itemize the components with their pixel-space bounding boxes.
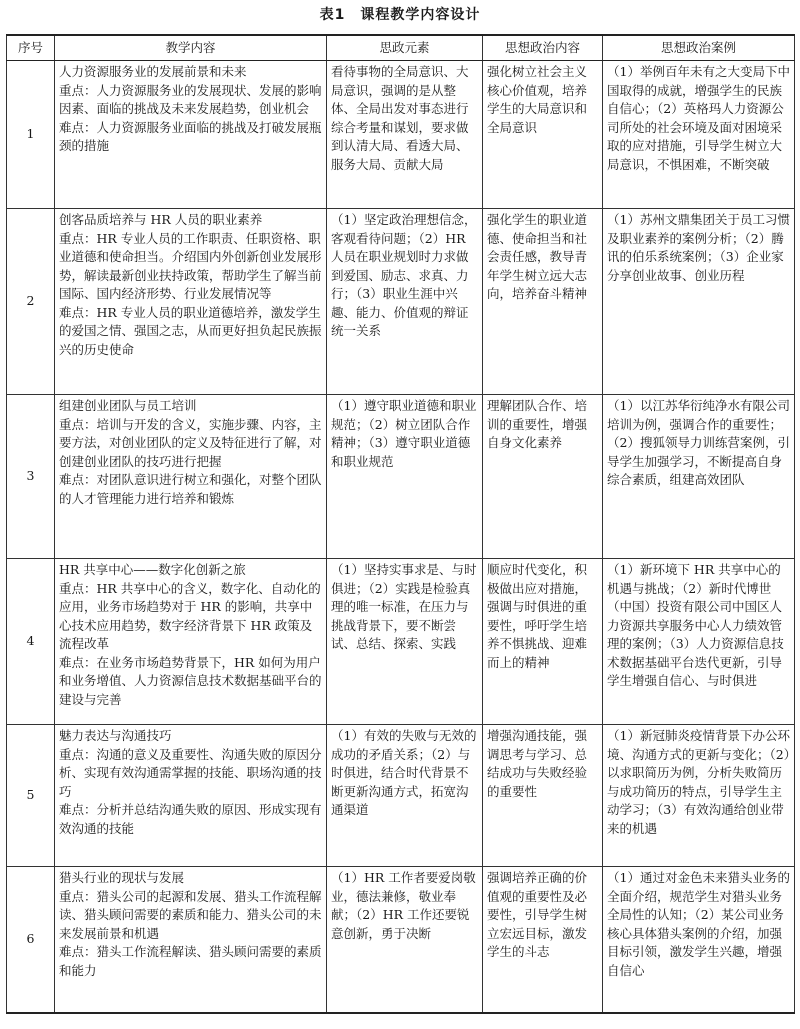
content-difficulties: 难点：在业务市场趋势背景下，HR 如何为用户和业务增值、人力资源信息技术数据基础平台的建设与完善 bbox=[59, 654, 322, 707]
teaching-content-cell bbox=[55, 395, 327, 559]
ideology-element-cell: （1）有效的失败与无效的成功的矛盾关系；（2）与时俱进，结合时代背景不断更新沟通方式，拓宽沟通渠道 bbox=[327, 725, 483, 867]
ideology-content-cell: 理解团队合作、培训的重要性，增强自身文化素养 bbox=[483, 395, 603, 559]
ideology-content-cell: 增强沟通技能，强调思考与学习、总结成功与失败经验的重要性 bbox=[483, 725, 603, 867]
ideology-case-cell: （1）举例百年未有之大变局下中国取得的成就，增强学生的民族自信心；（2）英格玛人力资源公司所处的社会环境及面对困境采取的应对措施，引导学生树立大局意识，不惧困难，不断突破 bbox=[603, 61, 795, 209]
teaching-content-cell bbox=[55, 867, 327, 1013]
teaching-content-cell bbox=[55, 559, 327, 725]
header-ideology-elements: 思政元素 bbox=[327, 35, 483, 61]
content-difficulties: 难点：对团队意识进行树立和强化，对整个团队的人才管理能力进行培养和锻炼 bbox=[59, 472, 322, 506]
content-key-points: 重点：人力资源服务业的发展现状、发展的影响因素、面临的挑战及未来发展趋势，创业机会 bbox=[59, 82, 322, 116]
table-row bbox=[7, 725, 795, 867]
ideology-case-cell: （1）以江苏华衍纯净水有限公司培训为例，强调合作的重要性；（2）搜狐领导力训练营案例，引导学生加强学习，不断提高自身综合素质，组建高效团队 bbox=[603, 395, 795, 559]
content-difficulties: 难点：HR 专业人员的职业道德培养，激发学生的爱国之情、强国之志，从而更好担负起民族振兴的历史使命 bbox=[59, 304, 322, 357]
header-teaching-content: 教学内容 bbox=[55, 35, 327, 61]
content-title: 魅力表达与沟通技巧 bbox=[59, 728, 172, 743]
content-key-points: 重点：猎头公司的起源和发展、猎头工作流程解读、猎头顾问需要的素质和能力、猎头公司的未来发展前景和机遇 bbox=[59, 888, 322, 941]
content-title: HR 共享中心——数字化创新之旅 bbox=[59, 562, 246, 577]
row-index: 4 bbox=[7, 559, 55, 725]
header-index: 序号 bbox=[7, 35, 55, 61]
table-row bbox=[7, 559, 795, 725]
ideology-content-cell: 强调培养正确的价值观的重要性及必要性，引导学生树立宏远目标，激发学生的斗志 bbox=[483, 867, 603, 1013]
table-row bbox=[7, 867, 795, 1013]
content-difficulties: 难点：分析并总结沟通失败的原因、形成实现有效沟通的技能 bbox=[59, 802, 322, 836]
row-index: 6 bbox=[7, 867, 55, 1013]
ideology-element-cell: （1）遵守职业道德和职业规范；（2）树立团队合作精神；（3）遵守职业道德和职业规范 bbox=[327, 395, 483, 559]
header-ideology-content: 思想政治内容 bbox=[483, 35, 603, 61]
ideology-case-cell: （1）苏州文鼎集团关于员工习惯及职业素养的案例分析；（2）腾讯的伯乐系统案例；（3）企业家分享创业故事、创业历程 bbox=[603, 209, 795, 395]
content-difficulties: 难点：人力资源服务业面临的挑战及打破发展瓶颈的措施 bbox=[59, 119, 322, 153]
ideology-content-cell: 强化学生的职业道德、使命担当和社会责任感，教导青年学生树立远大志向，培养奋斗精神 bbox=[483, 209, 603, 395]
ideology-element-cell: 看待事物的全局意识、大局意识，强调的是从整体、全局出发对事态进行综合考量和谋划，要求做到认清大局、看透大局、服务大局、贡献大局 bbox=[327, 61, 483, 209]
ideology-element-cell: （1）HR 工作者要爱岗敬业，德法兼修，敬业奉献；（2）HR 工作还要锐意创新，勇于决断 bbox=[327, 867, 483, 1013]
teaching-content-cell bbox=[55, 209, 327, 395]
ideology-element-cell: （1）坚持实事求是、与时俱进；（2）实践是检验真理的唯一标准，在压力与挑战背景下，要不断尝试、总结、探索、实践 bbox=[327, 559, 483, 725]
table-row bbox=[7, 395, 795, 559]
content-difficulties: 难点：猎头工作流程解读、猎头顾问需要的素质和能力 bbox=[59, 944, 322, 978]
ideology-case-cell: （1）新环境下 HR 共享中心的机遇与挑战；（2）新时代博世（中国）投资有限公司中国区人力资源共享服务中心人力绩效管理的案例；（3）人力资源信息技术数据基础平台迭代更新，引导学生增强自信心、与时俱进 bbox=[603, 559, 795, 725]
ideology-content-cell: 顺应时代变化，积极做出应对措施，强调与时俱进的重要性，呼吁学生培养不惧挑战、迎难而上的精神 bbox=[483, 559, 603, 725]
header-ideology-cases: 思想政治案例 bbox=[603, 35, 795, 61]
course-content-table bbox=[6, 34, 795, 1014]
table-row bbox=[7, 209, 795, 395]
ideology-content-cell: 强化树立社会主义核心价值观，培养学生的大局意识和全局意识 bbox=[483, 61, 603, 209]
ideology-element-cell: （1）坚定政治理想信念，客观看待问题；（2）HR 人员在职业规划时力求做到爱国、励志、求真、力行；（3）职业生涯中兴趣、能力、价值观的辩证统一关系 bbox=[327, 209, 483, 395]
teaching-content-cell bbox=[55, 725, 327, 867]
ideology-case-cell: （1）通过对金色未来猎头业务的全面介绍，规范学生对猎头业务全局性的认知；（2）某公司业务核心具体猎头案例的介绍，加强目标引领，激发学生兴趣，增强自信心 bbox=[603, 867, 795, 1013]
content-title: 创客品质培养与 HR 人员的职业素养 bbox=[59, 212, 263, 227]
content-key-points: 重点：HR 专业人员的工作职责、任职资格、职业道德和使命担当。介绍国内外创新创业发展形势，解读最新创业扶持政策，帮助学生了解当前国际、国内经济形势、行业发展情况等 bbox=[59, 230, 322, 301]
content-title: 组建创业团队与员工培训 bbox=[59, 398, 197, 413]
content-title: 人力资源服务业的发展前景和未来 bbox=[59, 64, 247, 79]
content-title: 猎头行业的现状与发展 bbox=[59, 870, 185, 885]
row-index: 2 bbox=[7, 209, 55, 395]
table-row bbox=[7, 61, 795, 209]
ideology-case-cell: （1）新冠肺炎疫情背景下办公环境、沟通方式的更新与变化；（2）以求职简历为例，分析失败简历与成功简历的特点，引导学生主动学习；（3）有效沟通给创业带来的机遇 bbox=[603, 725, 795, 867]
content-key-points: 重点：HR 共享中心的含义，数字化、自动化的应用，业务市场趋势对于 HR 的影响，共享中心技术应用趋势，数字经济背景下 HR 政策及流程改革 bbox=[59, 580, 321, 651]
teaching-content-cell bbox=[55, 61, 327, 209]
content-key-points: 重点：沟通的意义及重要性、沟通失败的原因分析、实现有效沟通需掌握的技能、职场沟通的技巧 bbox=[59, 746, 322, 799]
row-index: 5 bbox=[7, 725, 55, 867]
table-header-row bbox=[7, 35, 795, 61]
table-caption: 表1 课程教学内容设计 bbox=[319, 7, 481, 23]
content-key-points: 重点：培训与开发的含义，实施步骤、内容，主要方法，对创业团队的定义及特征进行了解，对创建创业团队的技巧进行把握 bbox=[59, 416, 322, 469]
row-index: 1 bbox=[7, 61, 55, 209]
row-index: 3 bbox=[7, 395, 55, 559]
